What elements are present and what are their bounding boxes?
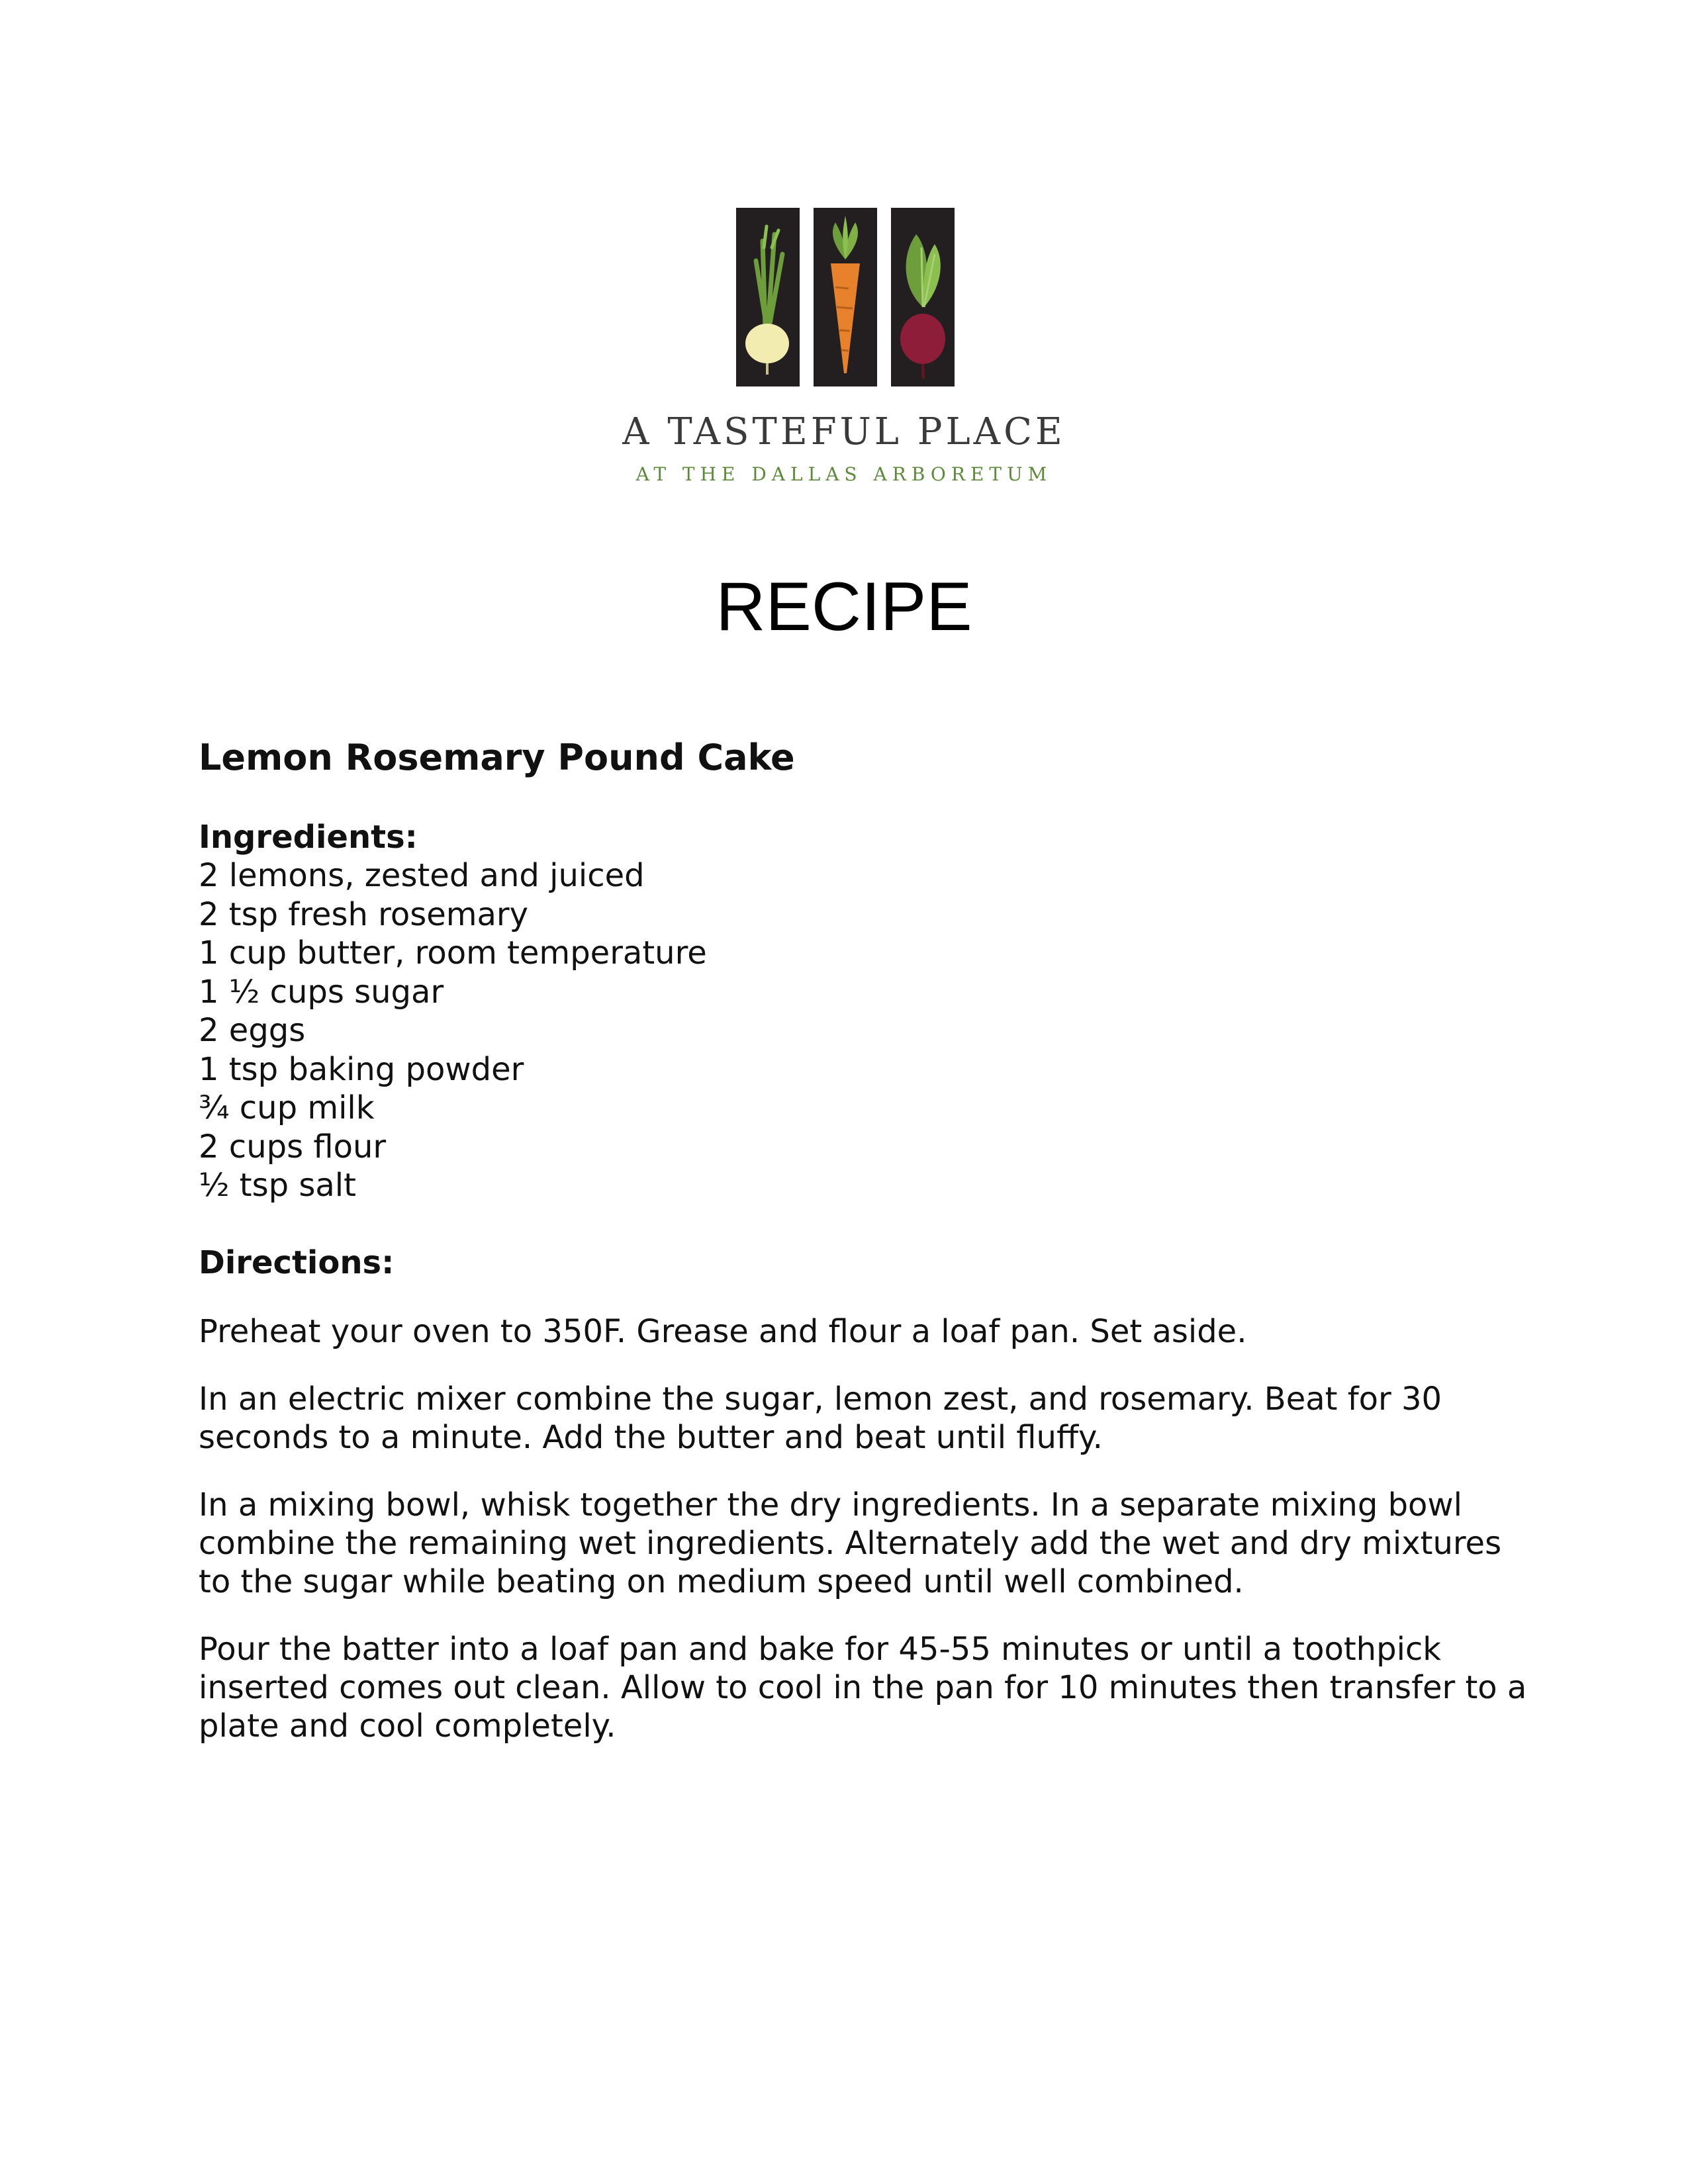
ingredients-heading: Ingredients: (199, 819, 418, 856)
recipe-content (199, 735, 1529, 1745)
ingredient-item: 1 tsp baking powder (199, 1050, 524, 1088)
logo-name: A TASTEFUL PLACE (622, 410, 1066, 453)
ingredient-item: ½ tsp salt (199, 1167, 356, 1204)
ingredient-item: 2 tsp fresh rosemary (199, 895, 529, 933)
ingredient-item: 2 eggs (199, 1012, 306, 1049)
carrot-icon (814, 208, 877, 387)
beet-icon (891, 208, 955, 387)
ingredient-list (199, 856, 1529, 1205)
direction-step: Preheat your oven to 350F. Grease and flour a loaf pan. Set aside. (199, 1312, 1247, 1350)
ingredient-item: 1 cup butter, room temperature (199, 934, 707, 972)
direction-list (199, 1312, 1529, 1745)
direction-step: In a mixing bowl, whisk together the dry ingredients. In a separate mixing bowl combine the remaining wet ingredients. Alternately add the wet and dry mixtures to the sugar while beating on medium speed until well combined. (199, 1486, 1502, 1600)
direction-step: In an electric mixer combine the sugar, lemon zest, and rosemary. Beat for 30 seconds to a minute. Add the butter and beat until fluffy. (199, 1380, 1442, 1456)
ingredient-item: 1 ½ cups sugar (199, 973, 444, 1011)
ingredient-item: 2 cups flour (199, 1128, 387, 1165)
page-title: RECIPE (716, 569, 972, 645)
ingredient-item: ¾ cup milk (199, 1089, 375, 1126)
direction-step: Pour the batter into a loaf pan and bake for 45-55 minutes or until a toothpick inserted comes out clean. Allow to cool in the pan for 10 minutes then transfer to a plate and cool completely. (199, 1630, 1527, 1745)
ingredient-item: 2 lemons, zested and juiced (199, 857, 645, 894)
recipe-name: Lemon Rosemary Pound Cake (199, 737, 795, 778)
logo-tagline: AT THE DALLAS ARBORETUM (635, 463, 1053, 485)
onion-icon (736, 208, 800, 387)
logo (736, 208, 955, 387)
directions-heading: Directions: (199, 1244, 395, 1281)
